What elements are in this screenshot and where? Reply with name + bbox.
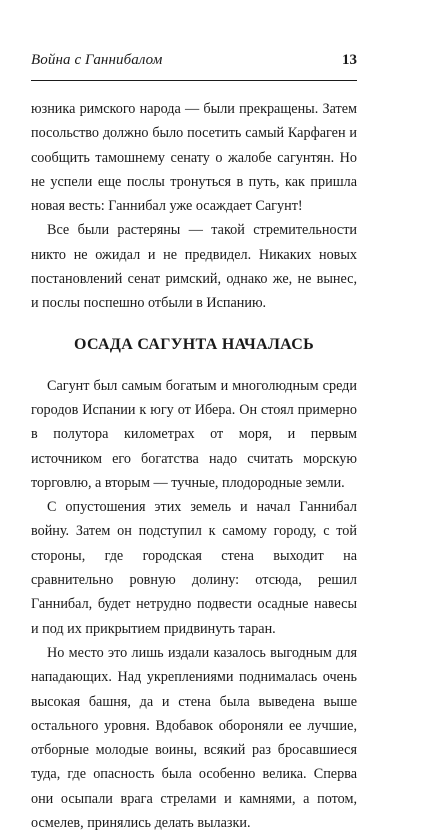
paragraph: Все были растеряны — такой стремительности никто не ожидал и не предвидел. Никаких новых постановлений сенат римский, однако же, не вынес, и послы поспешно отбыли в Испанию. bbox=[31, 222, 357, 312]
paragraph: Но место это лишь издали казалось выгодным для нападающих. Над укреплениями поднималась очень высокая башня, да и стена была выведена выше остального уровня. Вдобавок обороняли ее лучшие, отборные молодые воины, всякий раз бросавшиеся туда, где опасность была особенно велика. Сперва они осыпали врага стрелами и камнями, а потом, осмелев, принялись делать вылазки. bbox=[31, 644, 357, 832]
page-number: 13 bbox=[342, 52, 357, 68]
paragraph: Сагунт был самым богатым и многолюдным среди городов Испании к югу от Ибера. Он стоял примерно в полутора километрах от моря, и первым источником его богатства надо считать морскую торговлю, а вторым — тучные, плодородные земли. bbox=[31, 377, 357, 491]
paragraph-continued: юзника римского народа — были прекращены. Затем посольство должно было посетить самый Карфаген и сообщить тамошнему сенату о жалобе сагунтян. Но не успели еще послы тронуться в путь, как пришла новая весть: Ганнибал уже осаждает Сагунт! bbox=[31, 101, 357, 215]
paragraph: С опустошения этих земель и начал Ганнибал войну. Затем он подступил к самому городу, с той стороны, где городская стена выходит на сравнительно ровную долину: отсюда, решил Ганнибал, будет нетрудно подвести осадные навесы и под их прикрытием придвинуть таран. bbox=[31, 499, 357, 637]
body-text bbox=[31, 97, 357, 835]
book-page bbox=[31, 52, 357, 835]
running-title: Война с Ганнибалом bbox=[31, 52, 163, 68]
running-head bbox=[31, 52, 357, 81]
chapter-heading: ОСАДА САГУНТА НАЧАЛАСЬ bbox=[74, 335, 314, 353]
